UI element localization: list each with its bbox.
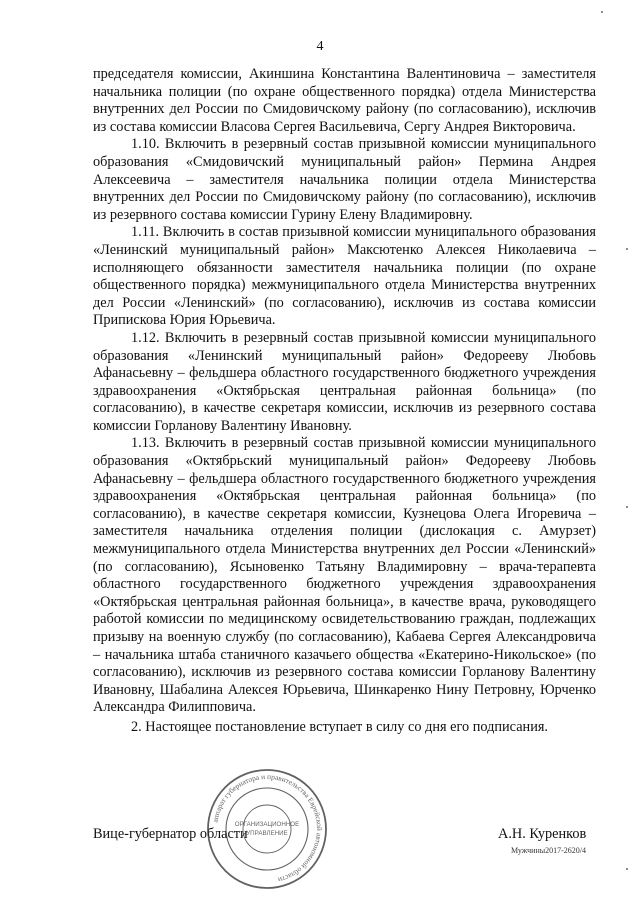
closing-paragraph: 2. Настоящее постановление вступает в силу со дня его подписания. xyxy=(131,718,548,735)
signatory-name: А.Н. Куренков xyxy=(498,826,587,842)
paragraph-continuation: председателя комиссии, Акиншина Константина Валентиновича – заместителя начальника полиции (по охране общественного порядка) отдела Министерства внутренних дел России по Смидовичскому району (по согласованию), исключив из состава комиссии Власова Сергея Васильевича, Сергу Андрея Викторовича. xyxy=(93,66,596,135)
official-seal-icon xyxy=(206,768,328,890)
paragraph-1-11: 1.11. Включить в состав призывной комиссии муниципального образования «Ленинский муниципальный район» Максютенко Алексея Николаевича – исполняющего обязанности заместителя начальника полиции (по охране общественного порядка) межмуниципального отдела Министерства внутренних дел России «Ленинский» (по согласованию), исключив из состава комиссии Припискова Юрия Юрьевича. xyxy=(93,224,596,329)
paragraph-1-13: 1.13. Включить в резервный состав призывной комиссии муниципального образования «Октябрьский муниципальный район» Федорееву Любовь Афанасьевну – фельдшера областного государственного бюджетного учреждения здравоохранения «Октябрьская центральная районная больница» (по согласованию), в качестве секретаря комиссии, Кузнецова Олега Игоревича – заместителя начальника отделения полиции (дислокация с. Амурзет) межмуниципального отдела Министерства внутренних дел России «Ленинский» (по согласованию), Ясыновенко Татьяну Владимировну – врача-терапевта областного государственного бюджетного учреждения здравоохранения «Октябрьская центральная районная больница», в качестве врача, руководящего работой комиссии по медицинскому освидетельствованию граждан, подлежащих призыву на военную службу (по согласованию), Кабаева Сергея Александровича – начальника штаба станичного казачьего общества «Екатерино-Никольское» (по согласованию), исключив из резервного состава комиссии Горланову Валентину Ивановну, Шабалина Алексея Юрьевича, Шинкаренко Нину Петровну, Юрченко Александра Филипповича. xyxy=(93,435,596,716)
document-body xyxy=(93,66,596,737)
page-number: 4 xyxy=(316,39,324,54)
signatory-title: Вице-губернатор области xyxy=(93,826,248,842)
file-reference: Мужчины2017-2620/4 xyxy=(511,846,586,855)
seal-outer-text: аппарат губернатора и правительства Еврейской автономной области xyxy=(210,771,325,885)
seal-inner-text-2: УПРАВЛЕНИЕ xyxy=(246,830,288,837)
seal-inner-text-1: ОРГАНИЗАЦИОННОЕ xyxy=(234,821,300,828)
scan-speck xyxy=(601,11,603,13)
scan-speck xyxy=(626,248,628,250)
paragraph-1-12: 1.12. Включить в резервный состав призывной комиссии муниципального образования «Ленинский муниципальный район» Федорееву Любовь Афанасьевну – фельдшера областного государственного бюджетного учреждения здравоохранения «Октябрьская центральная районная больница» (по согласованию), в качестве секретаря комиссии, исключив из резервного состава комиссии Горланову Валентину Ивановну. xyxy=(93,329,596,434)
paragraph-1-10: 1.10. Включить в резервный состав призывной комиссии муниципального образования «Смидовичский муниципальный район» Пермина Андрея Алексеевича – заместителя начальника полиции отдела Министерства внутренних дел России по Смидовичскому району (по согласованию), исключив из резервного состава комиссии Гурину Елену Владимировну. xyxy=(93,136,596,223)
svg-text:аппарат губернатора и правител xyxy=(210,772,324,885)
scan-speck xyxy=(626,868,628,870)
scan-speck xyxy=(626,506,628,508)
